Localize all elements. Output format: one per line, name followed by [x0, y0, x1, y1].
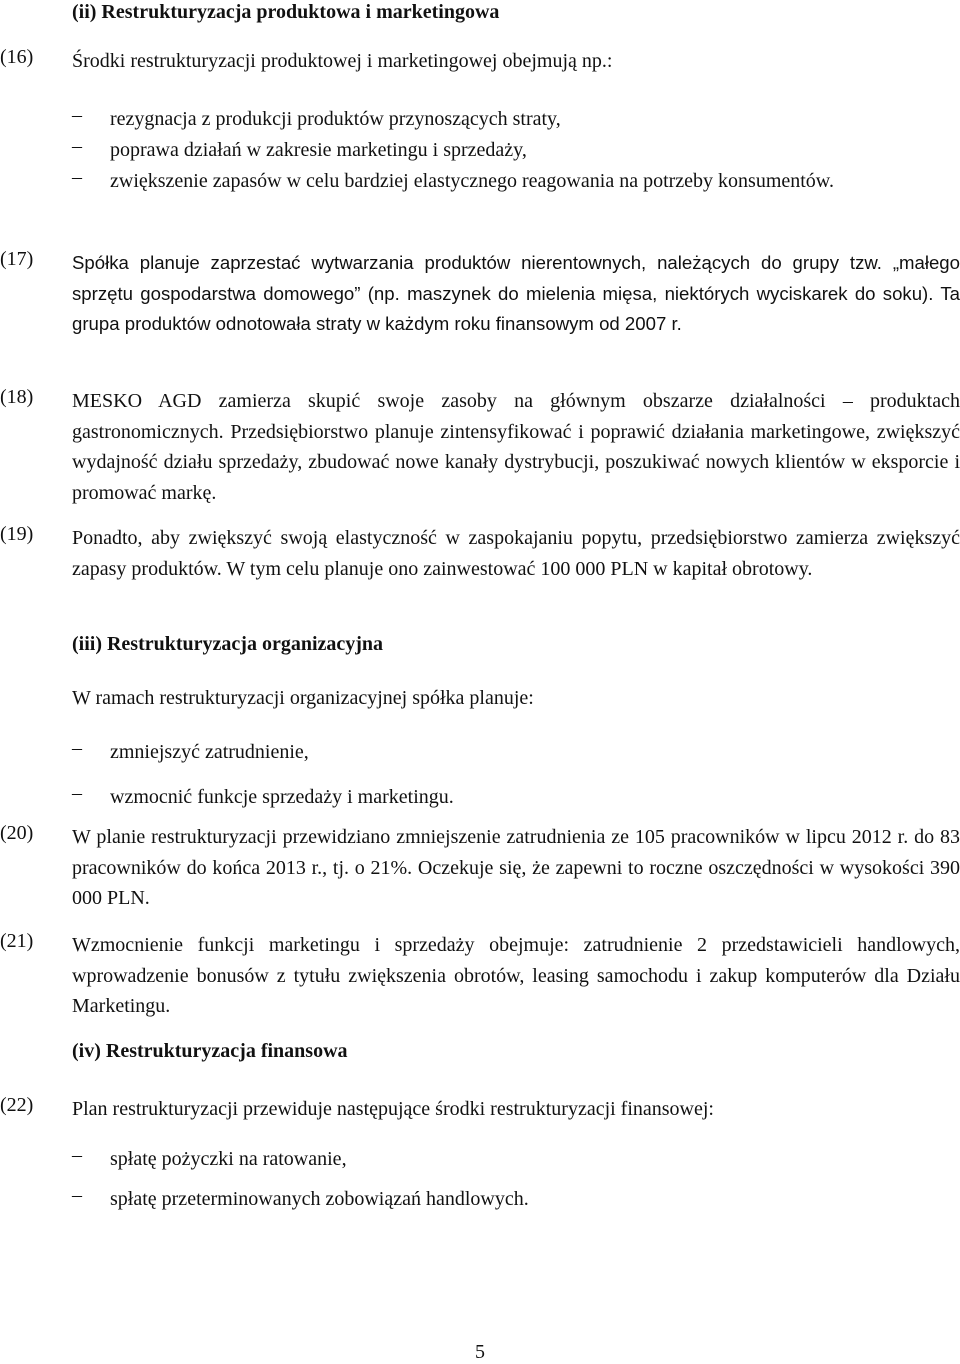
dash-bullet-icon: –	[72, 782, 82, 804]
paragraph-number: (18)	[0, 386, 34, 408]
paragraph-text: Plan restrukturyzacji przewiduje następujące środki restrukturyzacji finansowej:	[72, 1098, 714, 1120]
paragraph-number: (19)	[0, 523, 34, 545]
paragraph-text: W planie restrukturyzacji przewidziano zmniejszenie zatrudnienia ze 105 pracowników w lipcu 2012 r. do 83 pracowników do końca 2013 r., tj. o 21%. Oczekuje się, że zapewni to roczne oszczędności w wysokości 390 000 PLN.	[72, 826, 960, 909]
dash-bullet-icon: –	[72, 1184, 82, 1206]
paragraph-number: (22)	[0, 1094, 34, 1116]
section-heading-ii: (ii) Restrukturyzacja produktowa i marketingowa	[72, 1, 500, 23]
list-item-text: wzmocnić funkcje sprzedaży i marketingu.	[110, 786, 454, 808]
paragraph-number: (20)	[0, 822, 34, 844]
paragraph-text: MESKO AGD zamierza skupić swoje zasoby na głównym obszarze działalności – produktach gastronomicznych. Przedsiębiorstwo planuje zintensyfikować i poprawić działania marketingowe, zwiększyć wydajność działu sprzedaży, zbudować nowe kanały dystrybucji, poszukiwać nowych klientów w eksporcie i promować markę.	[72, 390, 960, 504]
section-heading-iv: (iv) Restrukturyzacja finansowa	[72, 1040, 348, 1062]
list-item-text: spłatę przeterminowanych zobowiązań handlowych.	[110, 1188, 529, 1210]
paragraph-number: (17)	[0, 248, 34, 270]
paragraph-text: Ponadto, aby zwiększyć swoją elastyczność w zaspokajaniu popytu, przedsiębiorstwo zamierza zwiększyć zapasy produktów. W tym celu planuje ono zainwestować 100 000 PLN w kapitał obrotowy.	[72, 527, 960, 580]
paragraph-number: (21)	[0, 930, 34, 952]
list-item-text: poprawa działań w zakresie marketingu i sprzedaży,	[110, 139, 527, 161]
paragraph-text: Spółka planuje zaprzestać wytwarzania produktów nierentownych, należących do grupy tzw. „małego sprzętu gospodarstwa domowego” (np. maszynek do mielenia mięsa, niektórych wyciskarek do soku). Ta grupa produktów odnotowała straty w każdym roku finansowym od 2007 r.	[72, 252, 960, 334]
dash-bullet-icon: –	[72, 104, 82, 126]
dash-bullet-icon: –	[72, 166, 82, 188]
paragraph-text: Środki restrukturyzacji produktowej i marketingowej obejmują np.:	[72, 50, 613, 72]
list-item-text: zwiększenie zapasów w celu bardziej elastycznego reagowania na potrzeby konsumentów.	[110, 170, 834, 192]
list-item-text: zmniejszyć zatrudnienie,	[110, 741, 309, 763]
list-item-text: rezygnacja z produkcji produktów przynoszących straty,	[110, 108, 561, 130]
list-item-text: spłatę pożyczki na ratowanie,	[110, 1148, 347, 1170]
dash-bullet-icon: –	[72, 1144, 82, 1166]
page-number: 5	[475, 1341, 485, 1363]
paragraph-number: (16)	[0, 46, 34, 68]
paragraph-text: Wzmocnienie funkcji marketingu i sprzedaży obejmuje: zatrudnienie 2 przedstawicieli handlowych, wprowadzenie bonusów z tytułu zwiększenia obrotów, leasing samochodu i zakup komputerów dla Działu Marketingu.	[72, 934, 960, 1017]
dash-bullet-icon: –	[72, 737, 82, 759]
dash-bullet-icon: –	[72, 135, 82, 157]
paragraph-organizational-intro: W ramach restrukturyzacji organizacyjnej spółka planuje:	[72, 687, 534, 709]
section-heading-iii: (iii) Restrukturyzacja organizacyjna	[72, 633, 384, 655]
